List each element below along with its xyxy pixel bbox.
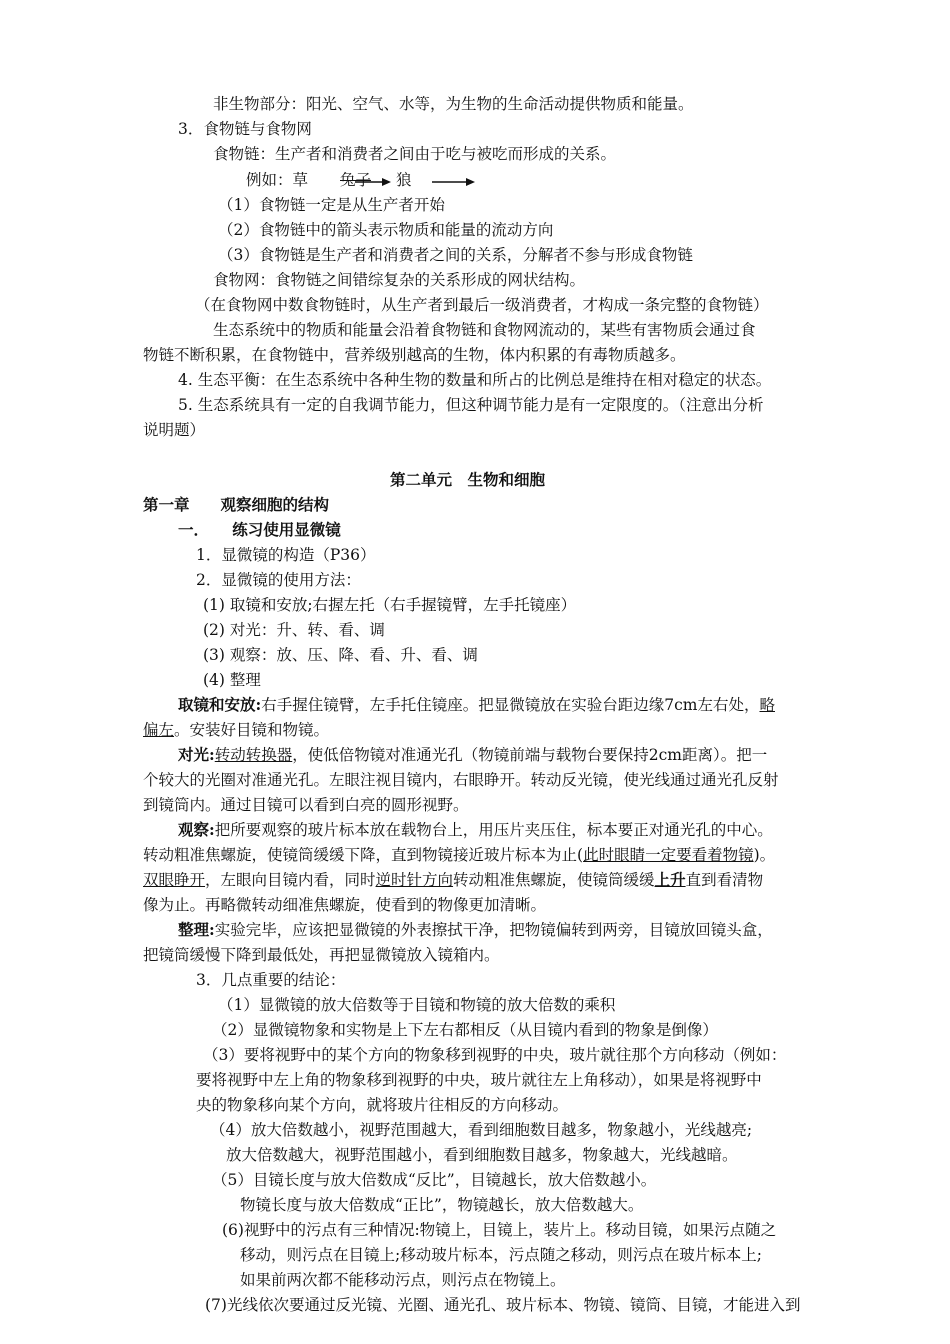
paragraph-line	[143, 870, 763, 890]
conclusion-item: 物镜长度与放大倍数成“正比”，物镜越长，放大倍数越大。	[240, 1196, 644, 1214]
text-span: 。安装好目镜和物镜。	[174, 721, 330, 739]
list-item: (1) 取镜和安放;右握左托（右手握镜臂，左手托镜座）	[203, 596, 577, 614]
underlined-text: 偏左	[143, 721, 175, 739]
text-line: 5. 生态系统具有一定的自我调节能力，但这种调节能力是有一定限度的。（注意出分析	[178, 396, 764, 414]
text-span: 右手握住镜臂，左手托住镜座。把显微镜放在实验台距边缘7cm左右处，	[261, 696, 760, 714]
text-span: 直到看清物	[685, 871, 764, 889]
paragraph-line: 把镜筒缓慢下降到最低处，再把显微镜放入镜箱内。	[143, 946, 500, 964]
text-span: ，左眼向目镜内看，同时	[205, 871, 376, 889]
paragraph-line	[178, 745, 767, 765]
paragraph-head: 对光:	[178, 745, 215, 764]
conclusion-item: 放大倍数越大，视野范围越小，看到细胞数目越多，物象越大，光线越暗。	[226, 1146, 738, 1164]
paragraph-line: 到镜筒内。通过目镜可以看到白亮的圆形视野。	[143, 796, 469, 814]
text-span: 转动粗准焦螺旋，使镜筒缓缓下降，直到物镜接近玻片标本为止(	[143, 846, 584, 864]
paragraph-line: 像为止。再略微转动细准焦螺旋，使看到的物像更加清晰。	[143, 896, 547, 914]
conclusion-item: 要将视野中左上角的物象移到视野的中央，玻片就往左上角移动），如果是将视野中	[196, 1071, 762, 1089]
conclusion-item: （3）要将视野中的某个方向的物象移到视野的中央，玻片就往那个方向移动（例如：	[203, 1046, 787, 1064]
underlined-text: 双眼睁开	[143, 871, 206, 889]
paragraph-line	[143, 720, 329, 740]
paragraph-line	[178, 695, 775, 715]
arrow-head	[382, 178, 391, 186]
text-span: 把所要观察的玻片标本放在载物台上，用压片夹压住，标本要正对通光孔的中心。	[214, 821, 773, 839]
paragraph-head: 观察:	[178, 820, 215, 839]
conclusion-item: (7)光线依次要通过反光镜、光圈、通光孔、玻片标本、物镜、镜筒、目镜，才能进入到	[205, 1296, 801, 1314]
list-item: (4) 整理	[203, 671, 261, 689]
text-line: 非生物部分：阳光、空气、水等，为生物的生命活动提供物质和能量。	[213, 95, 694, 113]
text-line: 食物链：生产者和消费者之间由于吃与被吃而形成的关系。	[213, 145, 617, 163]
text-span: )。	[753, 846, 776, 864]
example-rabbit: 兔子	[340, 171, 372, 189]
paragraph-line	[178, 820, 773, 840]
text-line: 1．显微镜的构造（P36）	[196, 546, 376, 564]
section-title: 一． 练习使用显微镜	[178, 521, 341, 539]
underlined-text: 上升	[654, 870, 686, 889]
conclusion-item: 移动，则污点在目镜上;移动玻片标本，污点随之移动，则污点在玻片标本上;	[240, 1246, 762, 1264]
text-line: 生态系统中的物质和能量会沿着食物链和食物网流动的，某些有害物质会通过食	[213, 321, 756, 339]
text-line: 食物网：食物链之间错综复杂的关系形成的网状结构。	[213, 271, 586, 289]
text-line: （在食物网中数食物链时，从生产者到最后一级消费者，才构成一条完整的食物链）	[195, 296, 769, 314]
text-line: （1）食物链一定是从生产者开始	[218, 196, 445, 214]
conclusion-item: 如果前两次都不能移动污点，则污点在物镜上。	[240, 1271, 566, 1289]
example-wolf: 狼	[396, 171, 412, 189]
paragraph-head: 取镜和安放:	[178, 695, 262, 714]
paragraph-line	[143, 845, 775, 865]
heading-food-chain: 3．食物链与食物网	[178, 120, 312, 138]
text-line: 说明题）	[143, 421, 206, 439]
text-line: 4. 生态平衡：在生态系统中各种生物的数量和所占的比例总是维持在相对稳定的状态。	[178, 371, 772, 389]
text-span: 实验完毕，应该把显微镜的外表擦拭干净，把物镜偏转到两旁，目镜放回镜头盒，	[214, 921, 773, 939]
example-label: 例如：草	[246, 171, 309, 189]
list-item: (3) 观察：放、压、降、看、升、看、调	[203, 646, 478, 664]
text-line: 物链不断积累，在食物链中，营养级别越高的生物，体内积累的有毒物质越多。	[143, 346, 686, 364]
text-span: ，使低倍物镜对准通光孔（物镜前端与载物台要保持2cm距离）。把一	[292, 746, 768, 764]
conclusion-item: （5）目镜长度与放大倍数成“反比”，目镜越长，放大倍数越小。	[212, 1171, 657, 1189]
text-line: （3）食物链是生产者和消费者之间的关系，分解者不参与形成食物链	[218, 246, 693, 264]
list-item: (2) 对光：升、转、看、调	[203, 621, 385, 639]
conclusion-item: （2）显微镜物象和实物是上下左右都相反（从目镜内看到的物象是倒像）	[212, 1021, 718, 1039]
text-line: （2）食物链中的箭头表示物质和能量的流动方向	[218, 221, 554, 239]
conclusion-item: （1）显微镜的放大倍数等于目镜和物镜的放大倍数的乘积	[218, 996, 616, 1014]
paragraph-head: 整理:	[178, 920, 215, 939]
text-line: 2．显微镜的使用方法：	[196, 571, 361, 589]
chapter-title: 第一章 观察细胞的结构	[143, 496, 330, 514]
underlined-text: 略	[759, 696, 775, 714]
underlined-text: 此时眼睛一定要看着物镜	[583, 846, 754, 864]
unit-title: 第二单元 生物和细胞	[390, 471, 546, 489]
underlined-text: 逆时针方向	[375, 871, 454, 889]
conclusion-item: (6)视野中的污点有三种情况:物镜上，目镜上，装片上。移动目镜，如果污点随之	[222, 1221, 777, 1239]
underlined-text: 转动转换器	[214, 746, 293, 764]
text-line: 3．几点重要的结论：	[196, 971, 346, 989]
conclusion-item: （4）放大倍数越小，视野范围越大，看到细胞数目越多，物象越小，光线越亮;	[210, 1121, 753, 1139]
arrow-head	[466, 178, 475, 186]
paragraph-line	[178, 920, 773, 940]
paragraph-line: 个较大的光圈对准通光孔。左眼注视目镜内，右眼睁开。转动反光镜，使光线通过通光孔反射	[143, 771, 779, 789]
text-span: 转动粗准焦螺旋，使镜筒缓缓	[453, 871, 655, 889]
conclusion-item: 央的物象移向某个方向，就将玻片往相反的方向移动。	[196, 1096, 569, 1114]
